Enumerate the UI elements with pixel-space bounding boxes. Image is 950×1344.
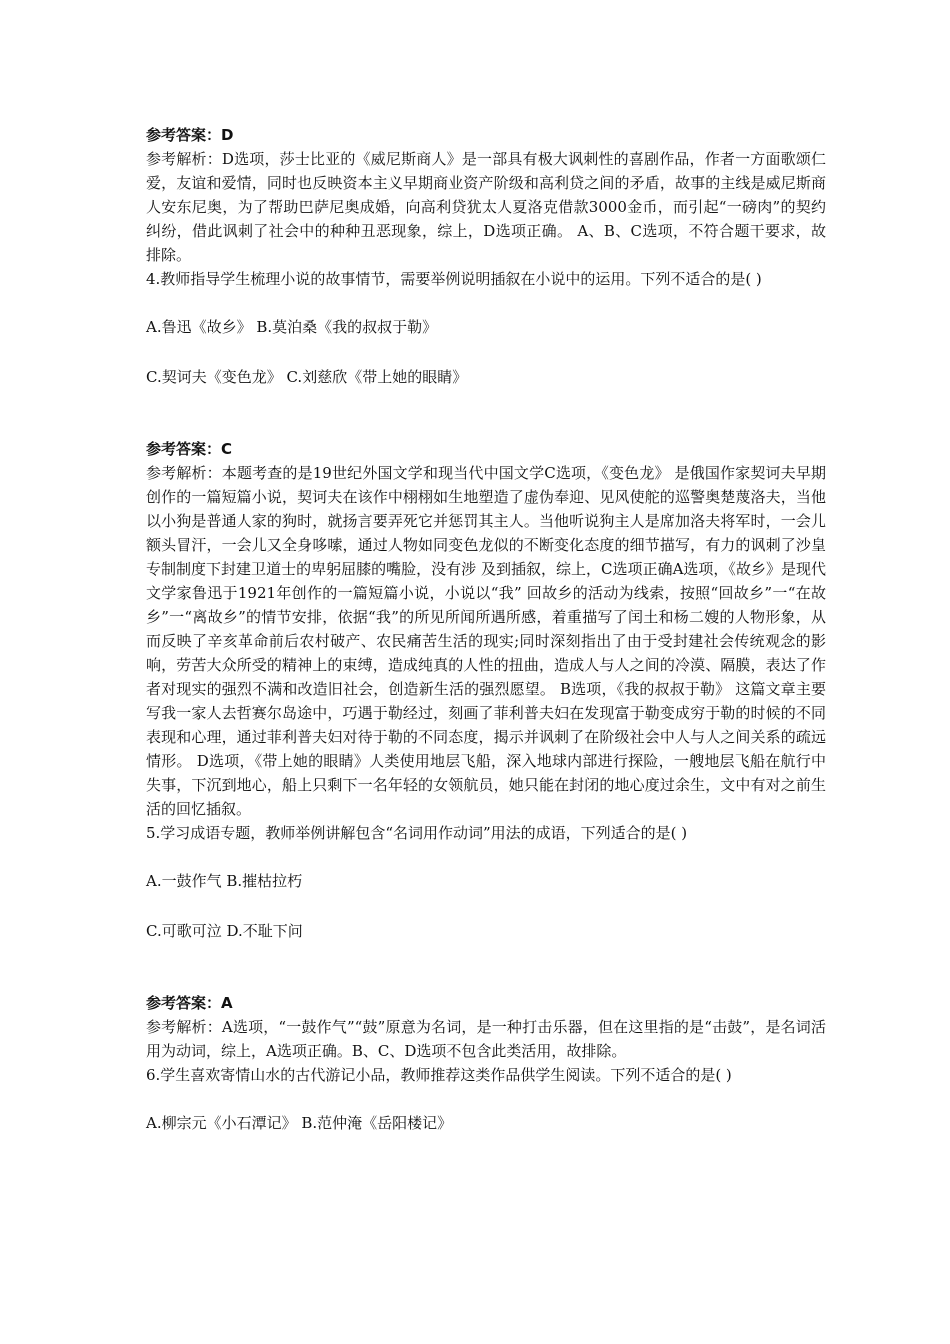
q4-options-row2: C.契诃夫《变色龙》 C.刘慈欣《带上她的眼睛》 — [146, 368, 468, 386]
analysis-q3: 参考解析：D选项，莎士比亚的《威尼斯商人》是一部具有极大讽刺性的喜剧作品，作者一方面歌颂仁爱，友谊和爱情，同时也反映资本主义早期商业资产阶级和高利贷之间的矛盾，故事的主线是威尼斯商人安东尼奥，为了帮助巴萨尼奥成婚，向高利贷犹太人夏洛克借款3000金币，而引起“一磅肉”的契约纠纷，借此讽刺了社会中的种种丑恶现象，综上，D选项正确。 A、B、C选项，不符合题干要求，故排除。 — [146, 150, 826, 264]
answer-d: 参考答案：D — [146, 126, 234, 144]
question-4: 4.教师指导学生梳理小说的故事情节，需要举例说明插叙在小说中的运用。下列不适合的是( ) — [146, 270, 762, 288]
answer-c: 参考答案：C — [146, 440, 233, 458]
question-5: 5.学习成语专题，教师举例讲解包含“名词用作动词”用法的成语，下列适合的是( ) — [146, 824, 688, 842]
question-6: 6.学生喜欢寄情山水的古代游记小品，教师推荐这类作品供学生阅读。下列不适合的是( ) — [146, 1066, 732, 1084]
q4-options-row1: A.鲁迅《故乡》 B.莫泊桑《我的叔叔于勒》 — [146, 318, 438, 336]
q6-options-row1: A.柳宗元《小石潭记》 B.范仲淹《岳阳楼记》 — [146, 1114, 453, 1132]
analysis-q4: 参考解析：本题考查的是19世纪外国文学和现当代中国文学C选项，《变色龙》 是俄国作家契诃夫早期创作的一篇短篇小说，契诃夫在该作中栩栩如生地塑造了虚伪奉迎、见风使舵的巡警奥楚蔑洛夫，当他以小狗是普通人家的狗时，就扬言要弄死它并惩罚其主人。当他听说狗主人是席加洛夫将军时，一会儿额头冒汗，一会儿又全身哆嗦，通过人物如同变色龙似的不断变化态度的细节描写，有力的讽刺了沙皇专制制度下封建卫道士的卑躬屈膝的嘴脸，没有涉 及到插叙，综上，C选项正确A选项，《故乡》是现代文学家鲁迅于1921年创作的一篇短篇小说，小说以“我” 回故乡的活动为线索，按照“回故乡”一“在故乡”一“离故乡”的情节安排，依据“我”的所见所闻所遇所感，着重描写了闰土和杨二嫂的人物形象，从而反映了辛亥革命前后农村破产、农民痛苦生活的现实;同时深刻指出了由于受封建社会传统观念的影响，劳苦大众所受的精神上的束缚，造成纯真的人性的扭曲，造成人与人之间的冷漠、隔膜，表达了作者对现实的强烈不满和改造旧社会，创造新生活的强烈愿望。 B选项，《我的叔叔于勒》 这篇文章主要写我一家人去哲赛尔岛途中，巧遇于勒经过，刻画了菲利普夫妇在发现富于勒变成穷于勒的时候的不同表现和心理，通过菲利普夫妇对待于勒的不同态度，揭示并讽刺了在阶级社会中人与人之间关系的疏远情形。 D选项，《带上她的眼睛》人类使用地层飞船，深入地球内部进行探险，一艘地层飞船在航行中失事，下沉到地心，船上只剩下一名年轻的女领航员，她只能在封闭的地心度过余生，文中有对之前生活的回忆插叙。 — [146, 464, 826, 818]
answer-a: 参考答案：A — [146, 994, 233, 1012]
q5-options-row1: A.一鼓作气 B.摧枯拉朽 — [146, 872, 303, 890]
document-page — [146, 123, 826, 1135]
q5-options-row2: C.可歌可泣 D.不耻下问 — [146, 922, 303, 940]
analysis-q5: 参考解析：A选项，“一鼓作气”“鼓”原意为名词，是一种打击乐器，但在这里指的是“击鼓”，是名词活用为动词，综上，A选项正确。B、C、D选项不包含此类活用，故排除。 — [146, 1018, 826, 1060]
